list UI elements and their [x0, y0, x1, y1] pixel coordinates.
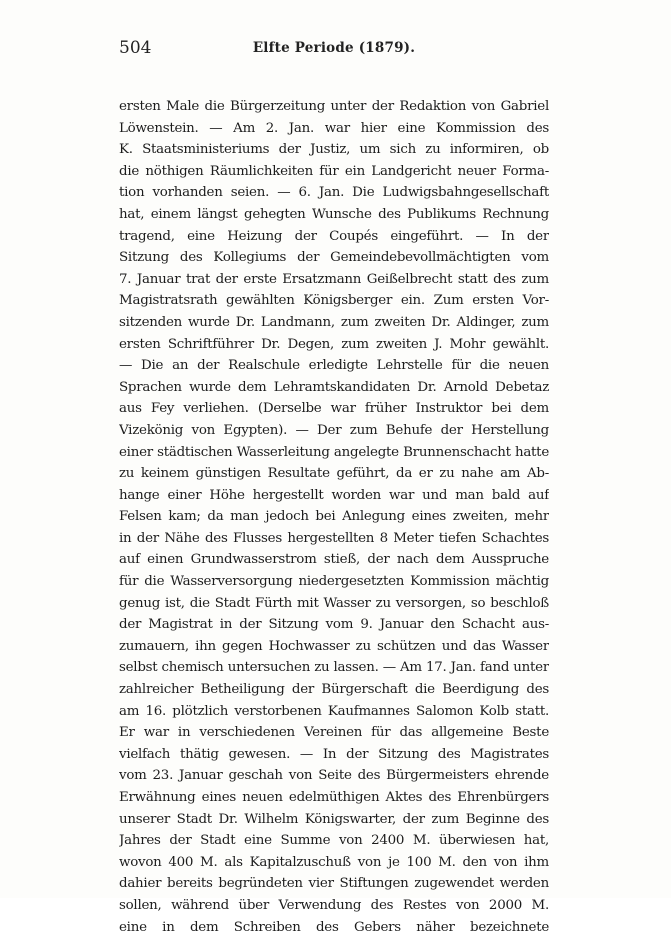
text-line: tion vorhanden seien. — 6. Jan. Die Ludwigsbahngesellschaft — [119, 185, 549, 201]
text-line: ersten Male die Bürgerzeitung unter der Redaktion von Gabriel — [119, 99, 549, 114]
text-line: vielfach thätig gewesen. — In der Sitzung des Magistrates — [119, 746, 549, 762]
page-header — [119, 38, 549, 62]
text-line: Vizekönig von Egypten). — Der zum Behufe der Herstellung — [119, 422, 549, 438]
text-line: — Die an der Realschule erledigte Lehrstelle für die neuen — [119, 358, 549, 374]
text-line: selbst chemisch untersuchen zu lassen. — Am 17. Jan. fand unter — [119, 660, 549, 676]
text-line: zahlreicher Betheiligung der Bürgerschaft die Beerdigung des — [119, 682, 549, 698]
text-line: für die Wasserversorgung niedergesetzten Kommission mächtig — [119, 574, 549, 590]
text-line: Löwenstein. — Am 2. Jan. war hier eine Kommission des — [119, 120, 549, 136]
text-line: in der Nähe des Flusses hergestellten 8 Meter tiefen Schachtes — [119, 530, 549, 546]
text-line: auf einen Grundwasserstrom stieß, der nach dem Ausspruche — [119, 552, 549, 568]
text-line: unserer Stadt Dr. Wilhelm Königswarter, der zum Beginne des — [119, 811, 549, 827]
text-line: eine in dem Schreiben des Gebers näher bezeichnete — [119, 919, 549, 935]
text-line: zu keinem günstigen Resultate geführt, da er zu nahe am Ab- — [119, 466, 549, 482]
text-line: aus Fey verliehen. (Derselbe war früher Instruktor bei dem — [119, 401, 549, 417]
text-line: sollen, während über Verwendung des Restes von 2000 M. — [119, 897, 549, 913]
text-line: dahier bereits begründeten vier Stiftungen zugewendet werden — [119, 876, 549, 892]
text-line: tragend, eine Heizung der Coupés eingeführt. — In der — [119, 228, 549, 244]
body-text — [119, 96, 549, 938]
text-line: zumauern, ihn gegen Hochwasser zu schützen und das Wasser — [119, 638, 549, 654]
text-line: vom 23. Januar geschah von Seite des Bürgermeisters ehrende — [119, 768, 549, 784]
text-line: Magistratsrath gewählten Königsberger ein. Zum ersten Vor- — [119, 293, 549, 309]
text-line: einer städtischen Wasserleitung angelegte Brunnenschacht hatte — [119, 444, 549, 460]
text-line: der Magistrat in der Sitzung vom 9. Januar den Schacht aus- — [119, 617, 549, 633]
text-line: Jahres der Stadt eine Summe von 2400 M. überwiesen hat, — [119, 833, 549, 849]
text-line: wovon 400 M. als Kapitalzuschuß von je 100 M. den von ihm — [119, 854, 549, 870]
text-line: 7. Januar trat der erste Ersatzmann Geißelbrecht statt des zum — [119, 271, 549, 287]
text-line: K. Staatsministeriums der Justiz, um sich zu informiren, ob — [119, 142, 549, 158]
text-line: Felsen kam; da man jedoch bei Anlegung eines zweiten, mehr — [119, 509, 549, 525]
page-number: 504 — [119, 38, 152, 58]
text-line: am 16. plötzlich verstorbenen Kaufmannes Salomon Kolb statt. — [119, 703, 549, 719]
text-line: genug ist, die Stadt Fürth mit Wasser zu versorgen, so beschloß — [119, 595, 549, 611]
text-line: Er war in verschiedenen Vereinen für das allgemeine Beste — [119, 725, 549, 741]
running-title: Elfte Periode (1879). — [252, 40, 416, 56]
text-line: ersten Schriftführer Dr. Degen, zum zweiten J. Mohr gewählt. — [119, 336, 549, 352]
text-line: sitzenden wurde Dr. Landmann, zum zweiten Dr. Aldinger, zum — [119, 314, 549, 330]
text-line: Sitzung des Kollegiums der Gemeindebevollmächtigten vom — [119, 250, 549, 266]
text-line: hange einer Höhe hergestellt worden war und man bald auf — [119, 487, 549, 503]
text-line: die nöthigen Räumlichkeiten für ein Landgericht neuer Forma- — [119, 163, 549, 179]
text-line: hat, einem längst gehegten Wunsche des Publikums Rechnung — [119, 206, 549, 222]
text-line: Sprachen wurde dem Lehramtskandidaten Dr. Arnold Debetaz — [119, 379, 549, 395]
text-line: Erwähnung eines neuen edelmüthigen Aktes des Ehrenbürgers — [119, 790, 549, 805]
